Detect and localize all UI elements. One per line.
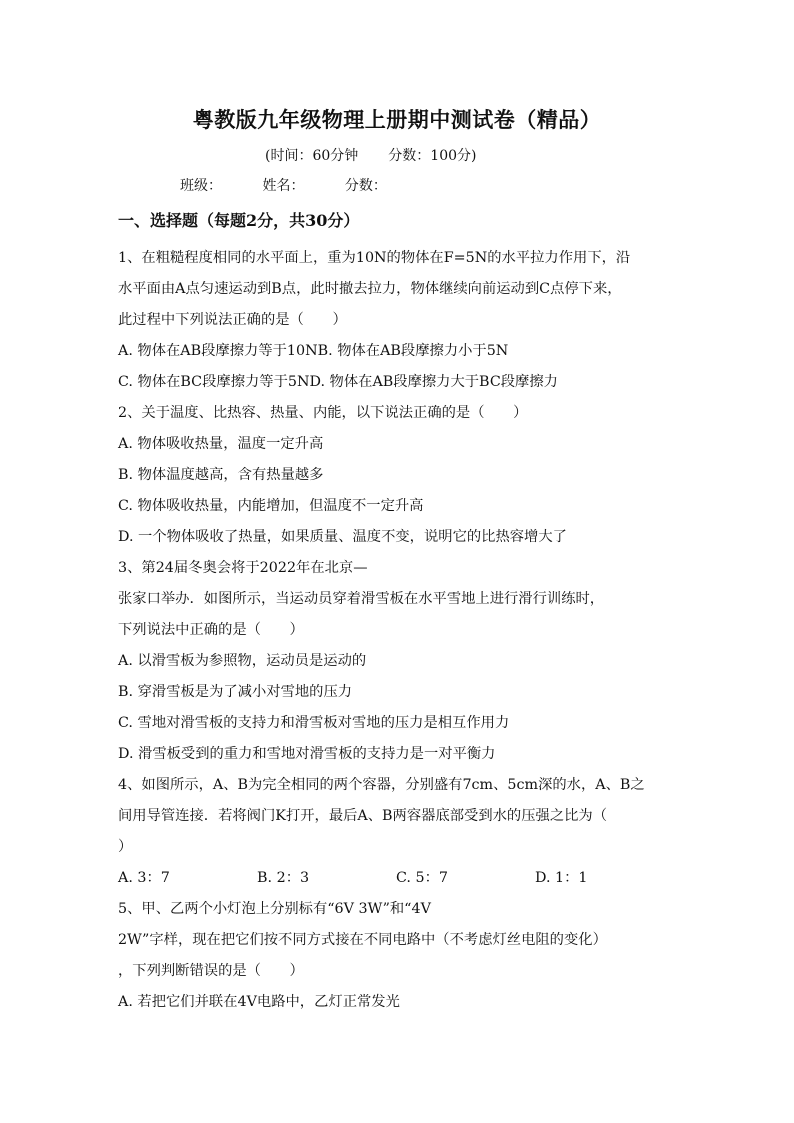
text-line: D. 一个物体吸收了热量，如果质量、温度不变，说明它的比热容增大了: [118, 529, 567, 545]
q4-options: [118, 863, 678, 894]
text-line: 下列说法中正确的是（ ）: [118, 622, 304, 638]
text-line: 3、第24届冬奥会将于2022年在北京—: [118, 560, 368, 576]
text-line: B. 穿滑雪板是为了减小对雪地的压力: [118, 684, 353, 700]
text-line: ，下列判断错误的是（ ）: [118, 963, 304, 979]
name-label: 姓名：: [262, 178, 305, 194]
text-line: C. 雪地对滑雪板的支持力和滑雪板对雪地的压力是相互作用力: [118, 715, 510, 731]
text-line: 张家口举办．如图所示，当运动员穿着滑雪板在水平雪地上进行滑行训练时，: [118, 591, 605, 607]
option-a: A. 3：7: [118, 870, 170, 886]
text-line: 2W”字样，现在把它们按不同方式接在不同电路中（不考虑灯丝电阻的变化）: [118, 932, 607, 948]
class-label: 班级：: [180, 178, 222, 194]
question-body: [118, 243, 678, 1018]
exam-info: [265, 145, 476, 165]
option-c: C. 5：7: [396, 870, 449, 886]
text-line: A. 以滑雪板为参照物，运动员是运动的: [118, 653, 367, 669]
text-line: 间用导管连接．若将阀门K打开，最后A、B两容器底部受到水的压强之比为（: [118, 808, 608, 824]
text-line: A. 物体在AB段摩擦力等于10NB. 物体在AB段摩擦力小于5N: [118, 343, 509, 359]
score-label: 分数：: [344, 178, 387, 194]
option-d: D. 1：1: [535, 870, 588, 886]
text-line: C. 物体在BC段摩擦力等于5ND. 物体在AB段摩擦力大于BC段摩擦力: [118, 374, 558, 390]
text-line: A. 若把它们并联在4V电路中，乙灯正常发光: [118, 994, 400, 1010]
section-heading: 一、选择题（每题2分，共30分）: [118, 211, 360, 230]
page-title: 粤教版九年级物理上册期中测试卷（精品）: [192, 107, 602, 132]
text-line: A. 物体吸收热量，温度一定升高: [118, 436, 324, 452]
text-line: B. 物体温度越高，含有热量越多: [118, 467, 324, 483]
time-info: (时间：60分钟: [265, 148, 359, 164]
student-fields: [180, 175, 423, 195]
text-line: 1、在粗糙程度相同的水平面上，重为10N的物体在F=5N的水平拉力作用下，沿: [118, 250, 631, 266]
text-line: 2、关于温度、比热容、热量、内能，以下说法正确的是（ ）: [118, 405, 528, 421]
score-info: 分数：100分): [388, 148, 477, 164]
option-b: B. 2：3: [257, 870, 310, 886]
text-line: 水平面由A点匀速运动到B点，此时撤去拉力，物体继续向前运动到C点停下来，: [118, 281, 622, 297]
text-line: C. 物体吸收热量，内能增加，但温度不一定升高: [118, 498, 424, 514]
text-line: 4、如图所示，A、B为完全相同的两个容器，分别盛有7cm、5cm深的水，A、B之: [118, 777, 645, 793]
text-line: ）: [118, 839, 133, 855]
text-line: D. 滑雪板受到的重力和雪地对滑雪板的支持力是一对平衡力: [118, 746, 496, 762]
text-line: 此过程中下列说法正确的是（ ）: [118, 312, 347, 328]
text-line: 5、甲、乙两个小灯泡上分别标有“6V 3W”和“4V: [118, 901, 431, 917]
